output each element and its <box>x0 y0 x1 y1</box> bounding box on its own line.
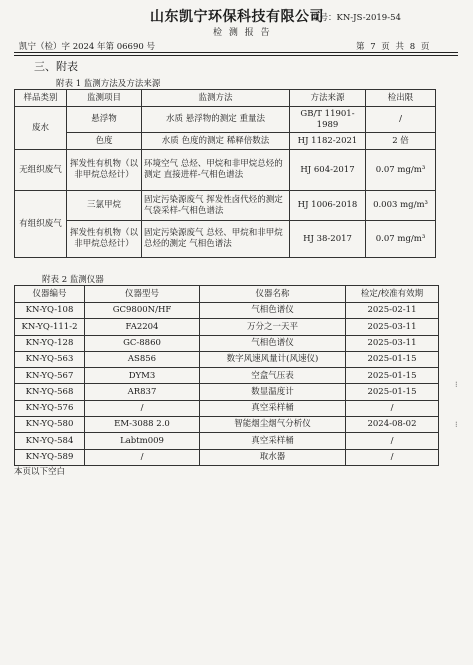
table-row <box>15 107 436 133</box>
instrument-name-cell: 真空采样桶 <box>200 433 346 449</box>
table-row <box>15 335 439 351</box>
table-row <box>15 221 436 258</box>
table-row <box>15 133 436 150</box>
instrument-id-cell: KN-YQ-108 <box>15 303 85 319</box>
instrument-name-cell: 智能烟尘烟气分析仪 <box>200 417 346 433</box>
report-number: 凯宁（检）字 2024 年第 06690 号 <box>19 42 155 52</box>
table2-caption: 附表 2 监测仪器 <box>42 275 104 285</box>
calibration-date-cell: 2025-01-15 <box>346 368 439 384</box>
footer-note: 本页以下空白 <box>14 467 66 477</box>
calibration-date-cell: / <box>346 449 439 465</box>
table1-header-cell: 监测方法 <box>142 90 290 107</box>
instrument-name-cell: 气相色谱仪 <box>200 303 346 319</box>
limit-cell: / <box>366 107 436 133</box>
calibration-date-cell: 2025-03-11 <box>346 319 439 335</box>
table2-header-cell: 仪器型号 <box>85 286 200 303</box>
company-name: 山东凯宁环保科技有限公司 <box>150 9 324 25</box>
table-row <box>15 351 439 367</box>
table-row <box>15 368 439 384</box>
method-cell: 水质 色度的测定 稀释倍数法 <box>142 133 290 150</box>
table1-header-cell: 方法来源 <box>290 90 366 107</box>
table-row <box>15 319 439 335</box>
report-subtitle: 检 测 报 告 <box>213 28 272 38</box>
sample-category-cell: 无组织废气 <box>15 150 67 191</box>
table-row <box>15 191 436 221</box>
header-rule <box>14 52 458 53</box>
margin-mark: ⁝ <box>455 420 458 429</box>
method-cell: 固定污染源废气 总烃、甲烷和非甲烷总烃的测定 气相色谱法 <box>142 221 290 258</box>
calibration-date-cell: 2025-03-11 <box>346 335 439 351</box>
instruments-table <box>14 285 439 466</box>
instrument-model-cell: AS856 <box>85 351 200 367</box>
instrument-model-cell: FA2204 <box>85 319 200 335</box>
table-row <box>15 303 439 319</box>
instrument-name-cell: 真空采样桶 <box>200 400 346 416</box>
instrument-name-cell: 取水器 <box>200 449 346 465</box>
table1-caption: 附表 1 监测方法及方法来源 <box>56 79 161 89</box>
table-row <box>15 150 436 191</box>
calibration-date-cell: 2025-01-15 <box>346 384 439 400</box>
calibration-date-cell: 2025-02-11 <box>346 303 439 319</box>
instrument-model-cell: / <box>85 449 200 465</box>
table-row <box>15 433 439 449</box>
monitoring-item-cell: 悬浮物 <box>67 107 142 133</box>
instrument-id-cell: KN-YQ-576 <box>15 400 85 416</box>
calibration-date-cell: / <box>346 400 439 416</box>
document-number: 编号：KN-JS-2019-54 <box>311 13 401 23</box>
table-row <box>15 384 439 400</box>
limit-cell: 0.07 mg/m³ <box>366 150 436 191</box>
instrument-name-cell: 数字风速风量计(风速仪) <box>200 351 346 367</box>
instrument-model-cell: GC-8860 <box>85 335 200 351</box>
instrument-model-cell: Labtm009 <box>85 433 200 449</box>
instrument-id-cell: KN-YQ-568 <box>15 384 85 400</box>
table2-header-cell: 仪器编号 <box>15 286 85 303</box>
table-row <box>15 449 439 465</box>
instrument-model-cell: AR837 <box>85 384 200 400</box>
monitoring-item-cell: 三氯甲烷 <box>67 191 142 221</box>
sample-category-cell: 有组织废气 <box>15 191 67 258</box>
table1-header-row <box>15 90 436 107</box>
instrument-id-cell: KN-YQ-111-2 <box>15 319 85 335</box>
instrument-id-cell: KN-YQ-584 <box>15 433 85 449</box>
source-cell: GB/T 11901-1989 <box>290 107 366 133</box>
table2-header-row <box>15 286 439 303</box>
sample-category-cell: 废水 <box>15 107 67 150</box>
table1-header-cell: 检出限 <box>366 90 436 107</box>
monitoring-item-cell: 挥发性有机物（以非甲烷总烃计） <box>67 221 142 258</box>
instrument-id-cell: KN-YQ-567 <box>15 368 85 384</box>
table2-header-cell: 检定/校准有效期 <box>346 286 439 303</box>
instrument-model-cell: EM-3088 2.0 <box>85 417 200 433</box>
monitoring-item-cell: 色度 <box>67 133 142 150</box>
margin-mark: ⁝ <box>455 380 458 389</box>
calibration-date-cell: 2024-08-02 <box>346 417 439 433</box>
method-cell: 固定污染源废气 挥发性卤代烃的测定 气袋采样-气相色谱法 <box>142 191 290 221</box>
limit-cell: 0.07 mg/m³ <box>366 221 436 258</box>
monitoring-item-cell: 挥发性有机物（以非甲烷总烃计） <box>67 150 142 191</box>
section-title: 三、附表 <box>34 60 78 73</box>
table1-header-cell: 监测项目 <box>67 90 142 107</box>
page-info: 第 7 页 共 8 页 <box>356 42 430 52</box>
instrument-model-cell: / <box>85 400 200 416</box>
method-cell: 环境空气 总烃、甲烷和非甲烷总烃的测定 直接进样-气相色谱法 <box>142 150 290 191</box>
instrument-name-cell: 空盒气压表 <box>200 368 346 384</box>
table-row <box>15 400 439 416</box>
instrument-name-cell: 气相色谱仪 <box>200 335 346 351</box>
instrument-id-cell: KN-YQ-128 <box>15 335 85 351</box>
source-cell: HJ 1182-2021 <box>290 133 366 150</box>
calibration-date-cell: / <box>346 433 439 449</box>
table1-header-cell: 样品类别 <box>15 90 67 107</box>
calibration-date-cell: 2025-01-15 <box>346 351 439 367</box>
method-cell: 水质 悬浮物的测定 重量法 <box>142 107 290 133</box>
instrument-name-cell: 万分之一天平 <box>200 319 346 335</box>
instrument-id-cell: KN-YQ-589 <box>15 449 85 465</box>
methods-table <box>14 89 436 258</box>
instrument-id-cell: KN-YQ-580 <box>15 417 85 433</box>
source-cell: HJ 1006-2018 <box>290 191 366 221</box>
instrument-name-cell: 数显温度计 <box>200 384 346 400</box>
limit-cell: 0.003 mg/m³ <box>366 191 436 221</box>
limit-cell: 2 倍 <box>366 133 436 150</box>
table-row <box>15 417 439 433</box>
instrument-id-cell: KN-YQ-563 <box>15 351 85 367</box>
instrument-model-cell: GC9800N/HF <box>85 303 200 319</box>
table2-header-cell: 仪器名称 <box>200 286 346 303</box>
source-cell: HJ 38-2017 <box>290 221 366 258</box>
header-rule-thin <box>14 55 458 56</box>
source-cell: HJ 604-2017 <box>290 150 366 191</box>
instrument-model-cell: DYM3 <box>85 368 200 384</box>
